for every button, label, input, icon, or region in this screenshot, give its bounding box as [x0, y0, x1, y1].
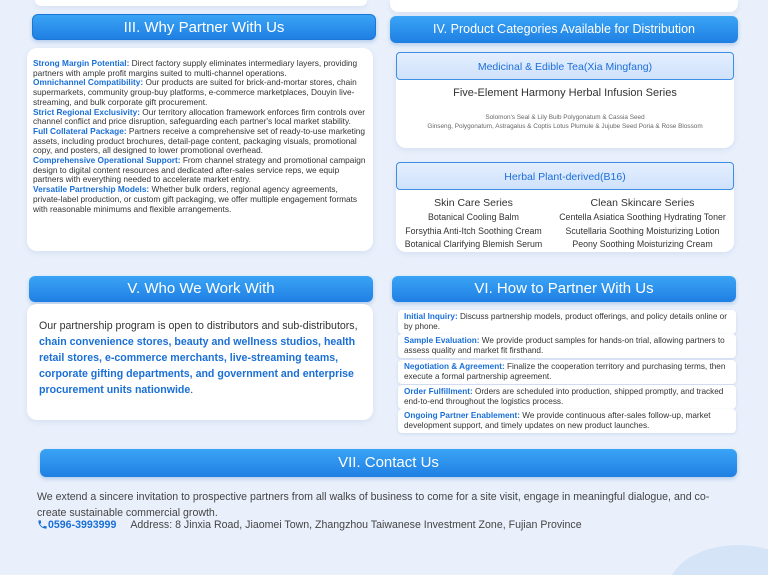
section-5-title: V. Who We Work With	[29, 276, 373, 302]
previous-section-edge	[390, 0, 738, 12]
product-line: Solomon's Seal & Lily Bulb Polygonatum & Cassia Seed	[485, 114, 645, 121]
product-item: Forsythia Anti-Itch Soothing Cream	[405, 225, 542, 236]
category-header: Herbal Plant-derived(B16)	[396, 162, 734, 190]
partner-step-agreement: Negotiation & Agreement: Finalize the cooperation territory and purchasing terms, then execute a formal partnership agreement.	[398, 360, 736, 384]
series-title: Clean Skincare Series	[590, 197, 695, 209]
contact-details	[37, 519, 582, 533]
product-item: Botanical Clarifying Blemish Serum	[404, 239, 543, 249]
phone-number[interactable]: 0596-3993999	[48, 519, 117, 531]
who-we-work-with-panel	[27, 304, 373, 420]
series-title: Five-Element Harmony Herbal Infusion Series	[453, 87, 677, 99]
section-6-title: VI. How to Partner With Us	[392, 276, 736, 302]
list-item: Versatile Partnership Models: Whether bulk orders, regional agency agreements, private-label production, or custom gift packaging, we offer multiple engagement formats with reasonable minimums and flexible arrangements.	[33, 184, 358, 214]
list-item: Omnichannel Compatibility: Our products are suited for brick-and-mortar stores, chain supermarkets, community group-buy platforms, e-commerce marketplaces, Douyin live-streaming, and bulk corporate gift procurement.	[33, 77, 357, 107]
skin-care-column	[396, 196, 551, 252]
product-line: Ginseng, Polygonatum, Astragalus & Coptis Lotus Plumule & Jujube Seed Poria & Rose Blossom	[427, 123, 703, 130]
category-header: Medicinal & Edible Tea(Xia Mingfang)	[396, 52, 734, 80]
address: Address: 8 Jinxia Road, Jiaomei Town, Zhangzhou Taiwanese Investment Zone, Fujian Province	[130, 519, 582, 531]
list-item: Full Collateral Package: Partners receive a comprehensive set of ready-to-use marketing assets, including product brochures, detail-page content, packaging visuals, promotional copy, and posters, all designed to lower promotional overhead.	[33, 125, 366, 156]
contact-invitation: We extend a sincere invitation to prospective partners from all walks of business to come for a site visit, engage in meaningful dialogue, and co-create sustainable commercial growth.	[37, 491, 710, 519]
product-item: Peony Soothing Moisturizing Cream	[572, 239, 713, 249]
list-item: Strict Regional Exclusivity: Our territory allocation framework enforces firm controls over channel conflict and price disruption, safeguarding each partner's local market stability.	[33, 106, 365, 127]
clean-skincare-column	[551, 196, 734, 252]
partner-step-sample: Sample Evaluation: We provide product samples for hands-on trial, allowing partners to assess quality and market fit firsthand.	[398, 334, 736, 358]
why-partner-list	[33, 59, 367, 214]
series-title: Skin Care Series	[434, 197, 513, 209]
list-item: Strong Margin Potential: Direct factory supply eliminates intermediary layers, providing partners with ample profit margins suited to multi-channel operations.	[33, 58, 358, 78]
previous-section-edge	[35, 0, 367, 6]
category-panel-herbal	[396, 162, 734, 252]
partner-step-inquiry: Initial Inquiry: Discuss partnership models, product offerings, and policy details online or by phone.	[398, 310, 736, 334]
background-decoration	[668, 545, 768, 575]
partner-step-enablement: Ongoing Partner Enablement: We provide continuous after-sales follow-up, market development support, and timely updates on new product launches.	[398, 409, 736, 433]
section-3-title: III. Why Partner With Us	[32, 14, 376, 40]
category-panel-tea	[396, 52, 734, 148]
list-item: Comprehensive Operational Support: From channel strategy and promotional campaign design to digital content resources and dedicated after-sales service reps, we equip partners with everything needed to accelerate market entry.	[33, 155, 366, 185]
phone-icon	[37, 519, 48, 533]
product-item: Centella Asiatica Soothing Hydrating Toner	[559, 212, 726, 222]
section-7-title: VII. Contact Us	[40, 449, 737, 477]
product-item: Scutellaria Soothing Moisturizing Lotion	[565, 225, 720, 236]
partner-step-fulfillment: Order Fulfillment: Orders are scheduled into production, shipped promptly, and tracked end-to-end throughout the logistics process.	[398, 385, 736, 409]
who-we-work-with-text: Our partnership program is open to distributors and sub-distributors, chain convenience stores, beauty and wellness studios, health retail stores, e-commerce merchants, live-streaming teams, corporate gifting departments, and government and enterprise procurement units nationwide.	[39, 320, 358, 396]
product-item: Botanical Cooling Balm	[428, 212, 519, 222]
section-4-title: IV. Product Categories Available for Distribution	[390, 16, 738, 43]
why-partner-panel	[27, 48, 373, 251]
